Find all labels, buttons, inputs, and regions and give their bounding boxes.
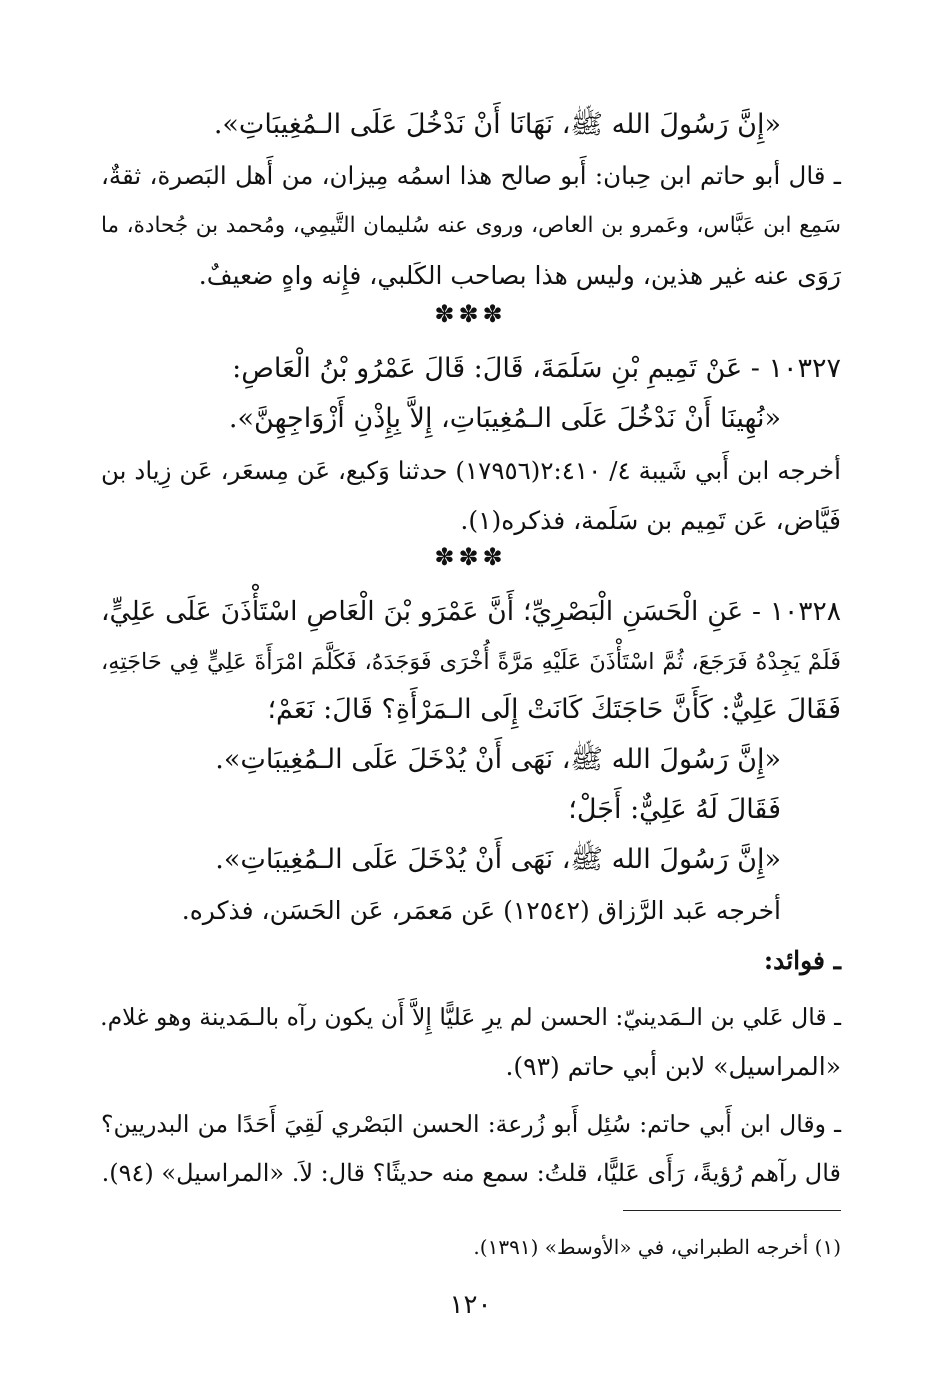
hadith-quote: «إِنَّ رَسُولَ الله ﷺ، نَهَى أَنْ يُدْخَلَ عَلَى الـمُغِيبَاتِ».	[215, 744, 781, 775]
commentary-line: سَمِع ابن عَبَّاس، وعَمرو بن العاص، وروى عنه سُليمان التَّيمِي، ومُحمد بن جُحادة، ما	[101, 213, 841, 238]
section-separator: ✽✽✽	[434, 543, 507, 571]
commentary-line: ـ قال أبو حاتم ابن حِبان: أَبو صالح هذا اسمُه مِيزان، من أَهل البَصرة، ثقةٌ،	[101, 161, 841, 190]
hadith-heading: ١٠٣٢٧ - عَنْ تَمِيمِ بْنِ سَلَمَةَ، قَالَ: قَالَ عَمْرُو بْنُ الْعَاصِ:	[232, 353, 841, 384]
benefits-heading: ـ فوائد:	[763, 946, 841, 975]
benefit-line: ـ قال عَلي بن الـمَدينيّ: الحسن لم يرِ عَليًّا إِلاَّ أَن يكون رآه بالـمَدينة وهو غلام.	[100, 1003, 841, 1031]
hadith-quote: «نُهِينَا أَنْ نَدْخُلَ عَلَى الـمُغِيبَاتِ، إِلاَّ بِإِذْنِ أَزْوَاجِهِنَّ».	[228, 403, 781, 434]
footnote: (١) أخرجه الطبراني، في «الأوسط» (١٣٩١).	[473, 1235, 841, 1259]
takhrij-line: فَيَّاض، عَن تَمِيم بن سَلَمة، فذكره(١).	[460, 506, 841, 535]
commentary-line: رَوَى عنه غير هذين، وليس هذا بصاحب الكَلبي، فإِنه واهٍ ضعيفٌ.	[198, 261, 841, 290]
footnote-rule	[623, 1210, 841, 1211]
hadith-text: فَقَالَ لَهُ عَلِيٌّ: أَجَلْ؛	[568, 794, 781, 825]
hadith-heading: ١٠٣٢٨ - عَنِ الْحَسَنِ الْبَصْرِيِّ؛ أَنَّ عَمْرَو بْنَ الْعَاصِ اسْتَأْذَنَ عَلَى عَلِيٍّ،	[101, 596, 841, 627]
takhrij-line: أخرجه عَبد الرَّزاق (١٢٥٤٢) عَن مَعمَر، عَن الحَسَن، فذكره.	[181, 896, 781, 925]
hadith-text: فَلَمْ يَجِدْهُ فَرَجَعَ، ثُمَّ اسْتَأْذَنَ عَلَيْهِ مَرَّةً أُخْرَى فَوَجَدَهُ، فَكَلَّمَ امْرَأَةَ عَلِيٍّ فِي حَاجَتِهِ،	[101, 649, 841, 675]
hadith-quote: «إِنَّ رَسُولَ الله ﷺ، نَهَى أَنْ يُدْخَلَ عَلَى الـمُغِيبَاتِ».	[215, 844, 781, 875]
section-separator: ✽✽✽	[434, 300, 507, 328]
benefit-line: قال رآهم رُؤيةً، رَأَى عَليًّا، قلتُ: سمع منه حديثًا؟ قال: لاَ. «المراسيل» (٩٤).	[101, 1159, 841, 1187]
takhrij-line: أخرجه ابن أَبي شَيبة ٤/ ٢:٤١٠(١٧٩٥٦) حدثنا وَكيع، عَن مِسعَر، عَن زِياد بن	[101, 456, 841, 485]
benefit-line: «المراسيل» لابن أبي حاتم (٩٣).	[505, 1052, 841, 1081]
page-number: ١٢٠	[449, 1290, 492, 1320]
hadith-quote: «إِنَّ رَسُولَ الله ﷺ، نَهَانَا أَنْ نَدْخُلَ عَلَى الـمُغِيبَاتِ».	[213, 109, 781, 140]
benefit-line: ـ وقال ابن أَبي حاتم: سُئِل أَبو زُرعة: الحسن البَصْري لَقِيَ أَحَدًا من البدريين؟	[101, 1110, 841, 1138]
hadith-text: فَقَالَ عَلِيٌّ: كَأَنَّ حَاجَتَكَ كَانَتْ إِلَى الـمَرْأَةِ؟ قَالَ: نَعَمْ؛	[267, 694, 841, 725]
